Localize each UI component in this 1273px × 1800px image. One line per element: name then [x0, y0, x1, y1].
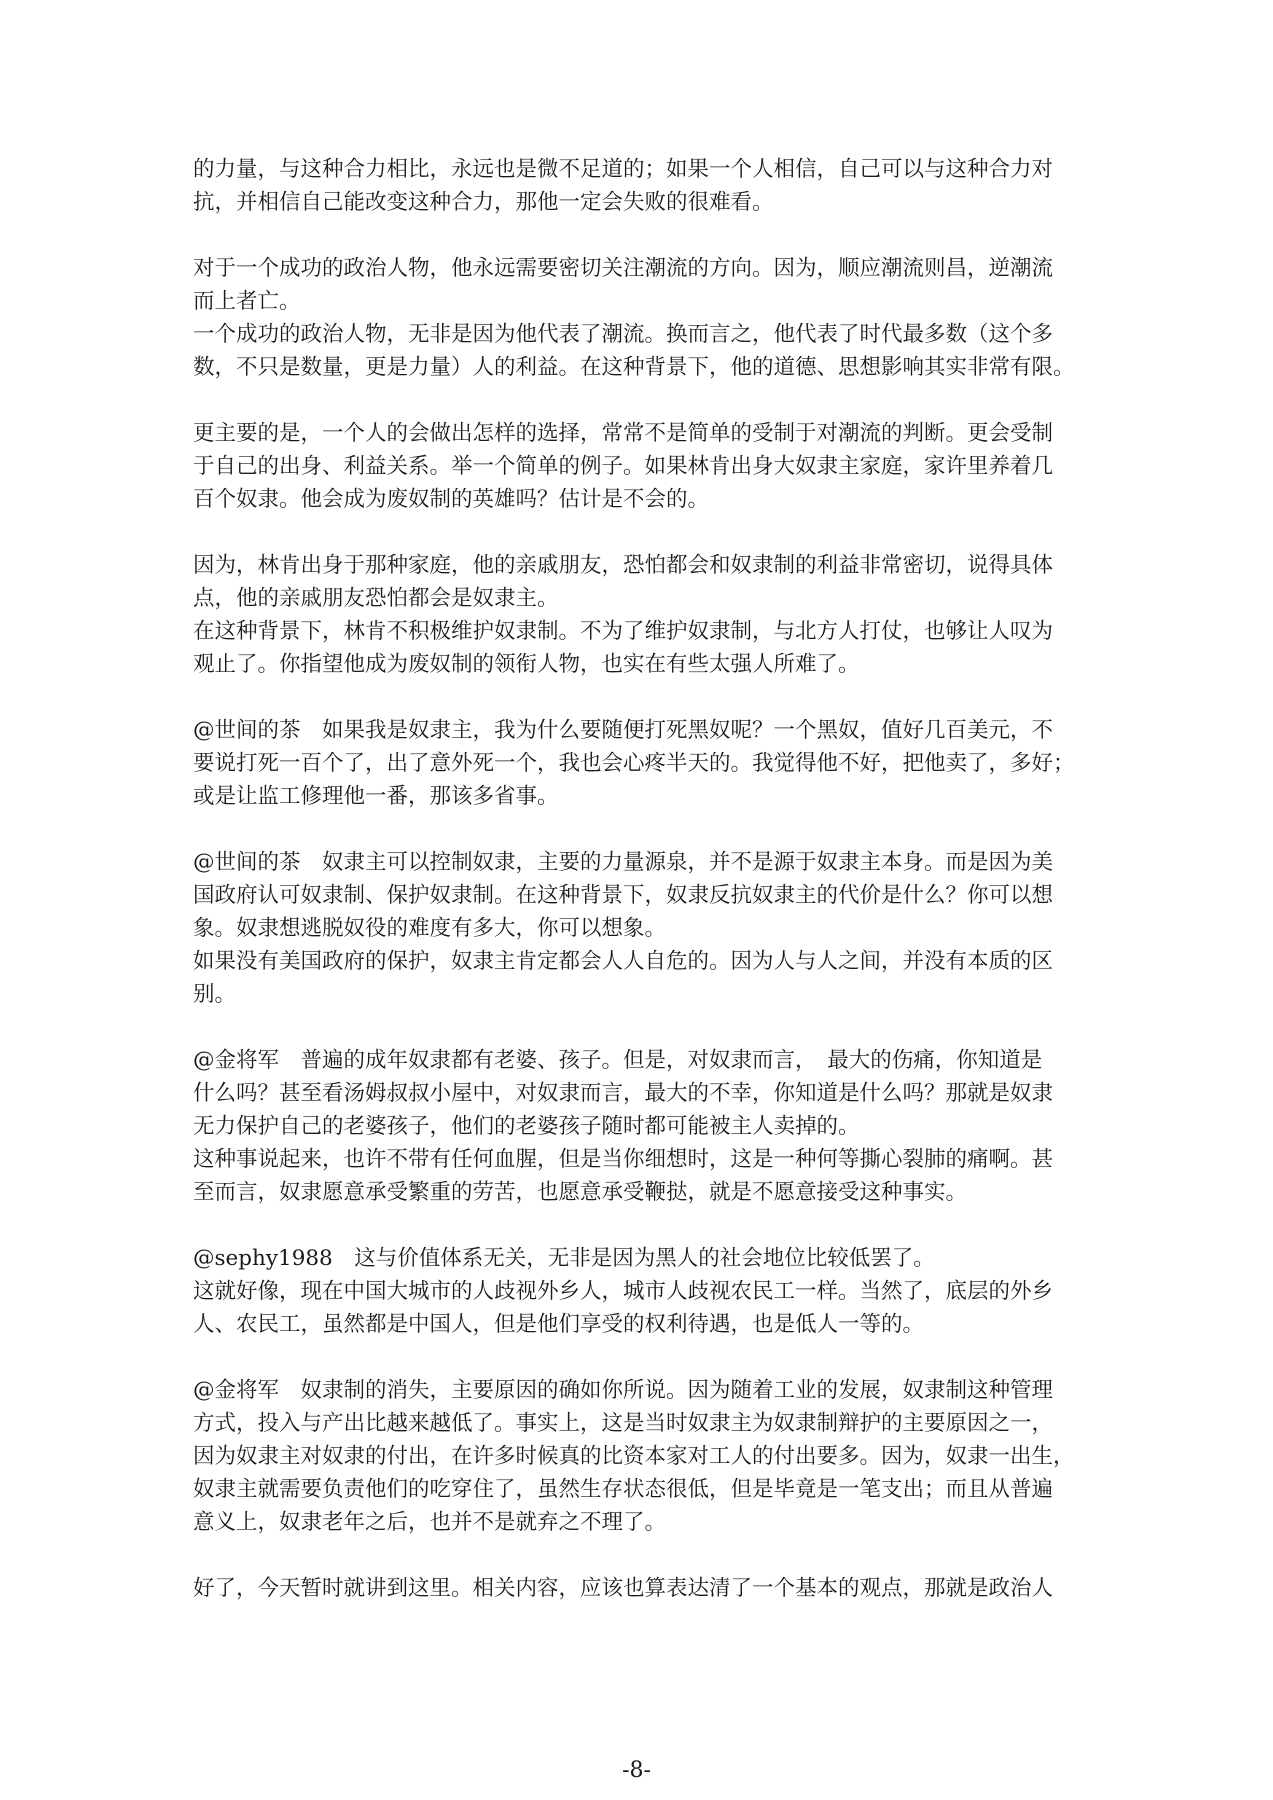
text-line: 一个成功的政治人物，无非是因为他代表了潮流。换而言之，他代表了时代最多数（这个多 — [193, 322, 1054, 347]
text-line: 对于一个成功的政治人物，他永远需要密切关注潮流的方向。因为，顺应潮流则昌，逆潮流 — [193, 256, 1054, 281]
text-line: 别。 — [193, 982, 237, 1007]
text-line: 抗，并相信自己能改变这种合力，那他一定会失败的很难看。 — [193, 190, 774, 215]
text-line: 要说打死一百个了，出了意外死一个，我也会心疼半天的。我觉得他不好，把他卖了，多好； — [193, 751, 1075, 776]
paragraph-gap — [193, 813, 1083, 846]
paragraph — [193, 417, 1083, 516]
text-line: @世间的茶 如果我是奴隶主，我为什么要随便打死黑奴呢？一个黑奴，值好几百美元，不 — [193, 718, 1054, 743]
body-text — [193, 153, 1083, 1605]
paragraph-gap — [193, 384, 1083, 417]
paragraph — [193, 1044, 1083, 1209]
text-line: 观止了。你指望他成为废奴制的领衔人物，也实在有些太强人所难了。 — [193, 652, 860, 677]
text-line: @金将军 奴隶制的消失，主要原因的确如你所说。因为随着工业的发展，奴隶制这种管理 — [193, 1378, 1054, 1403]
text-line: 数，不只是数量，更是力量）人的利益。在这种背景下，他的道德、思想影响其实非常有限。 — [193, 355, 1075, 380]
text-line: 至而言，奴隶愿意承受繁重的劳苦，也愿意承受鞭挞，就是不愿意接受这种事实。 — [193, 1180, 968, 1205]
text-line: 这就好像，现在中国大城市的人歧视外乡人，城市人歧视农民工一样。当然了，底层的外乡 — [193, 1279, 1054, 1304]
text-line: 人、农民工，虽然都是中国人，但是他们享受的权利待遇，也是低人一等的。 — [193, 1312, 925, 1337]
text-line: @金将军 普遍的成年奴隶都有老婆、孩子。但是，对奴隶而言， 最大的伤痛，你知道是 — [193, 1048, 1043, 1073]
text-line: 百个奴隶。他会成为废奴制的英雄吗？估计是不会的。 — [193, 487, 710, 512]
text-line: 意义上，奴隶老年之后，也并不是就弃之不理了。 — [193, 1510, 667, 1535]
text-line: 奴隶主就需要负责他们的吃穿住了，虽然生存状态很低，但是毕竟是一笔支出；而且从普遍 — [193, 1477, 1054, 1502]
text-line: 这种事说起来，也许不带有任何血腥，但是当你细想时，这是一种何等撕心裂肺的痛啊。甚 — [193, 1147, 1054, 1172]
text-line: @世间的茶 奴隶主可以控制奴隶，主要的力量源泉，并不是源于奴隶主本身。而是因为美 — [193, 850, 1054, 875]
paragraph — [193, 252, 1083, 384]
paragraph — [193, 1242, 1083, 1341]
text-line: 国政府认可奴隶制、保护奴隶制。在这种背景下，奴隶反抗奴隶主的代价是什么？你可以想 — [193, 883, 1054, 908]
paragraph-gap — [193, 516, 1083, 549]
text-line: @sephy1988 这与价值体系无关，无非是因为黑人的社会地位比较低罢了。 — [193, 1246, 935, 1271]
paragraph-gap — [193, 219, 1083, 252]
text-line: 而上者亡。 — [193, 289, 301, 314]
paragraph — [193, 1374, 1083, 1539]
paragraph — [193, 549, 1083, 681]
text-line: 好了，今天暂时就讲到这里。相关内容，应该也算表达清了一个基本的观点，那就是政治人 — [193, 1576, 1054, 1601]
paragraph — [193, 1572, 1083, 1605]
text-line: 如果没有美国政府的保护，奴隶主肯定都会人人自危的。因为人与人之间，并没有本质的区 — [193, 949, 1054, 974]
text-line: 因为，林肯出身于那种家庭，他的亲戚朋友，恐怕都会和奴隶制的利益非常密切，说得具体 — [193, 553, 1054, 578]
text-line: 点，他的亲戚朋友恐怕都会是奴隶主。 — [193, 586, 559, 611]
paragraph — [193, 846, 1083, 1011]
paragraph-gap — [193, 1341, 1083, 1374]
paragraph — [193, 714, 1083, 813]
paragraph-gap — [193, 1539, 1083, 1572]
text-line: 因为奴隶主对奴隶的付出，在许多时候真的比资本家对工人的付出要多。因为，奴隶一出生， — [193, 1444, 1075, 1469]
paragraph-gap — [193, 1209, 1083, 1242]
text-line: 或是让监工修理他一番，那该多省事。 — [193, 784, 559, 809]
text-line: 无力保护自己的老婆孩子，他们的老婆孩子随时都可能被主人卖掉的。 — [193, 1114, 860, 1139]
paragraph-gap — [193, 1011, 1083, 1044]
text-line: 于自己的出身、利益关系。举一个简单的例子。如果林肯出身大奴隶主家庭，家许里养着几 — [193, 454, 1054, 479]
paragraph — [193, 153, 1083, 219]
text-line: 的力量，与这种合力相比，永远也是微不足道的；如果一个人相信，自己可以与这种合力对 — [193, 157, 1054, 182]
text-line: 更主要的是，一个人的会做出怎样的选择，常常不是简单的受制于对潮流的判断。更会受制 — [193, 421, 1054, 446]
text-line: 方式，投入与产出比越来越低了。事实上，这是当时奴隶主为奴隶制辩护的主要原因之一， — [193, 1411, 1054, 1436]
page-number: -8- — [622, 1758, 651, 1783]
text-line: 什么吗？甚至看汤姆叔叔小屋中，对奴隶而言，最大的不幸，你知道是什么吗？那就是奴隶 — [193, 1081, 1054, 1106]
text-line: 在这种背景下，林肯不积极维护奴隶制。不为了维护奴隶制，与北方人打仗，也够让人叹为 — [193, 619, 1054, 644]
paragraph-gap — [193, 681, 1083, 714]
text-line: 象。奴隶想逃脱奴役的难度有多大，你可以想象。 — [193, 916, 667, 941]
